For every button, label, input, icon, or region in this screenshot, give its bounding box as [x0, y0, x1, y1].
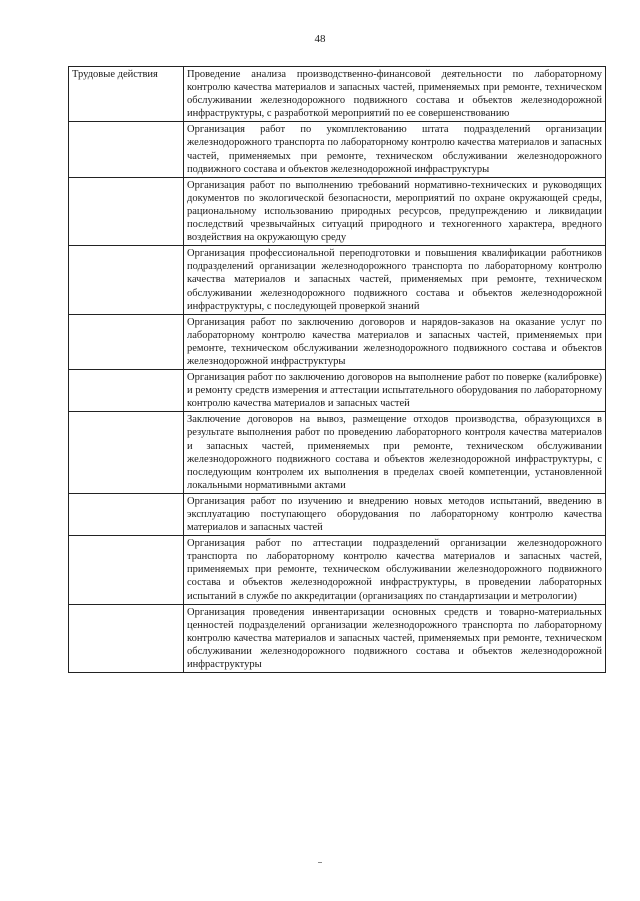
scan-dot-mark [318, 862, 322, 863]
action-item-2: Организация работ по укомплектованию штата подразделений организации железнодорожного транспорта по лабораторному контролю качества материалов и запасных частей, применяемых при ремонте, техническом обслуживании железнодорожного подвижного состава и объектов железнодорожной инфраструктуры [184, 122, 606, 177]
table-row [69, 604, 606, 672]
table-row [69, 122, 606, 177]
action-item-7: Заключение договоров на вывоз, размещение отходов производства, образующихся в результате выполнения работ по проведению лабораторного контроля качества материалов и запасных частей, применяемых при ремонте, техническом обслуживании железнодорожного подвижного состава и объектов железнодорожной инфраструктуры, с последующим контролем их выполнения в пределах своей компетенции, установленной локальными нормативными актами [184, 412, 606, 494]
table-row [69, 246, 606, 314]
empty-label-cell [69, 536, 184, 604]
action-item-4: Организация профессиональной переподготовки и повышения квалификации работников подразделений организации железнодорожного транспорта по лабораторному контролю качества материалов и запасных частей, применяемых при ремонте, техническом обслуживании железнодорожного подвижного состава и объектов железнодорожной инфраструктуры, с последующей проверкой знаний [184, 246, 606, 314]
table-row [69, 370, 606, 412]
empty-label-cell [69, 177, 184, 245]
empty-label-cell [69, 246, 184, 314]
empty-label-cell [69, 370, 184, 412]
empty-label-cell [69, 412, 184, 494]
labor-actions-table [68, 66, 606, 673]
page-number: 48 [314, 33, 326, 45]
table-row [69, 493, 606, 535]
table-row [69, 177, 606, 245]
action-item-6: Организация работ по заключению договоров на выполнение работ по поверке (калибровке) и ремонту средств измерения и аттестации испытательного оборудования по лабораторному контролю качества материалов и запасных частей [184, 370, 606, 412]
empty-label-cell [69, 122, 184, 177]
section-label: Трудовые действия [69, 67, 184, 122]
table-row [69, 67, 606, 122]
action-item-9: Организация работ по аттестации подразделений организации железнодорожного транспорта по лабораторному контролю качества материалов и запасных частей, применяемых при ремонте, техническом обслуживании железнодорожного подвижного состава и объектов железнодорожной инфраструктуры, в проведении лабораторных испытаний в службе по аккредитации (организациях по стандартизации и метрологии) [184, 536, 606, 604]
action-item-5: Организация работ по заключению договоров и нарядов-заказов на оказание услуг по лабораторному контролю качества материалов и запасных частей, применяемых при ремонте, техническом обслуживании железнодорожного подвижного состава и объектов железнодорожной инфраструктуры [184, 314, 606, 369]
action-item-3: Организация работ по выполнению требований нормативно-технических и руководящих документов по экологической безопасности, мероприятий по охране окружающей среды, рациональному использованию природных ресурсов, предупреждению и ликвидации последствий чрезвычайных ситуаций природного и техногенного характера, вредного воздействия на окружающую среду [184, 177, 606, 245]
empty-label-cell [69, 493, 184, 535]
action-item-8: Организация работ по изучению и внедрению новых методов испытаний, введению в эксплуатацию поступающего оборудования по лабораторному контролю качества материалов и запасных частей [184, 493, 606, 535]
empty-label-cell [69, 604, 184, 672]
table-row [69, 314, 606, 369]
action-item-1: Проведение анализа производственно-финансовой деятельности по лабораторному контролю качества материалов и запасных частей, применяемых при ремонте, техническом обслуживании железнодорожного подвижного состава и объектов железнодорожной инфраструктуры, с разработкой мероприятий по ее совершенствованию [184, 67, 606, 122]
table-row [69, 536, 606, 604]
empty-label-cell [69, 314, 184, 369]
table-row [69, 412, 606, 494]
action-item-10: Организация проведения инвентаризации основных средств и товарно-материальных ценностей подразделений организации железнодорожного транспорта по лабораторному контролю качества материалов и запасных частей, применяемых при ремонте, техническом обслуживании железнодорожного подвижного состава и объектов железнодорожной инфраструктуры [184, 604, 606, 672]
